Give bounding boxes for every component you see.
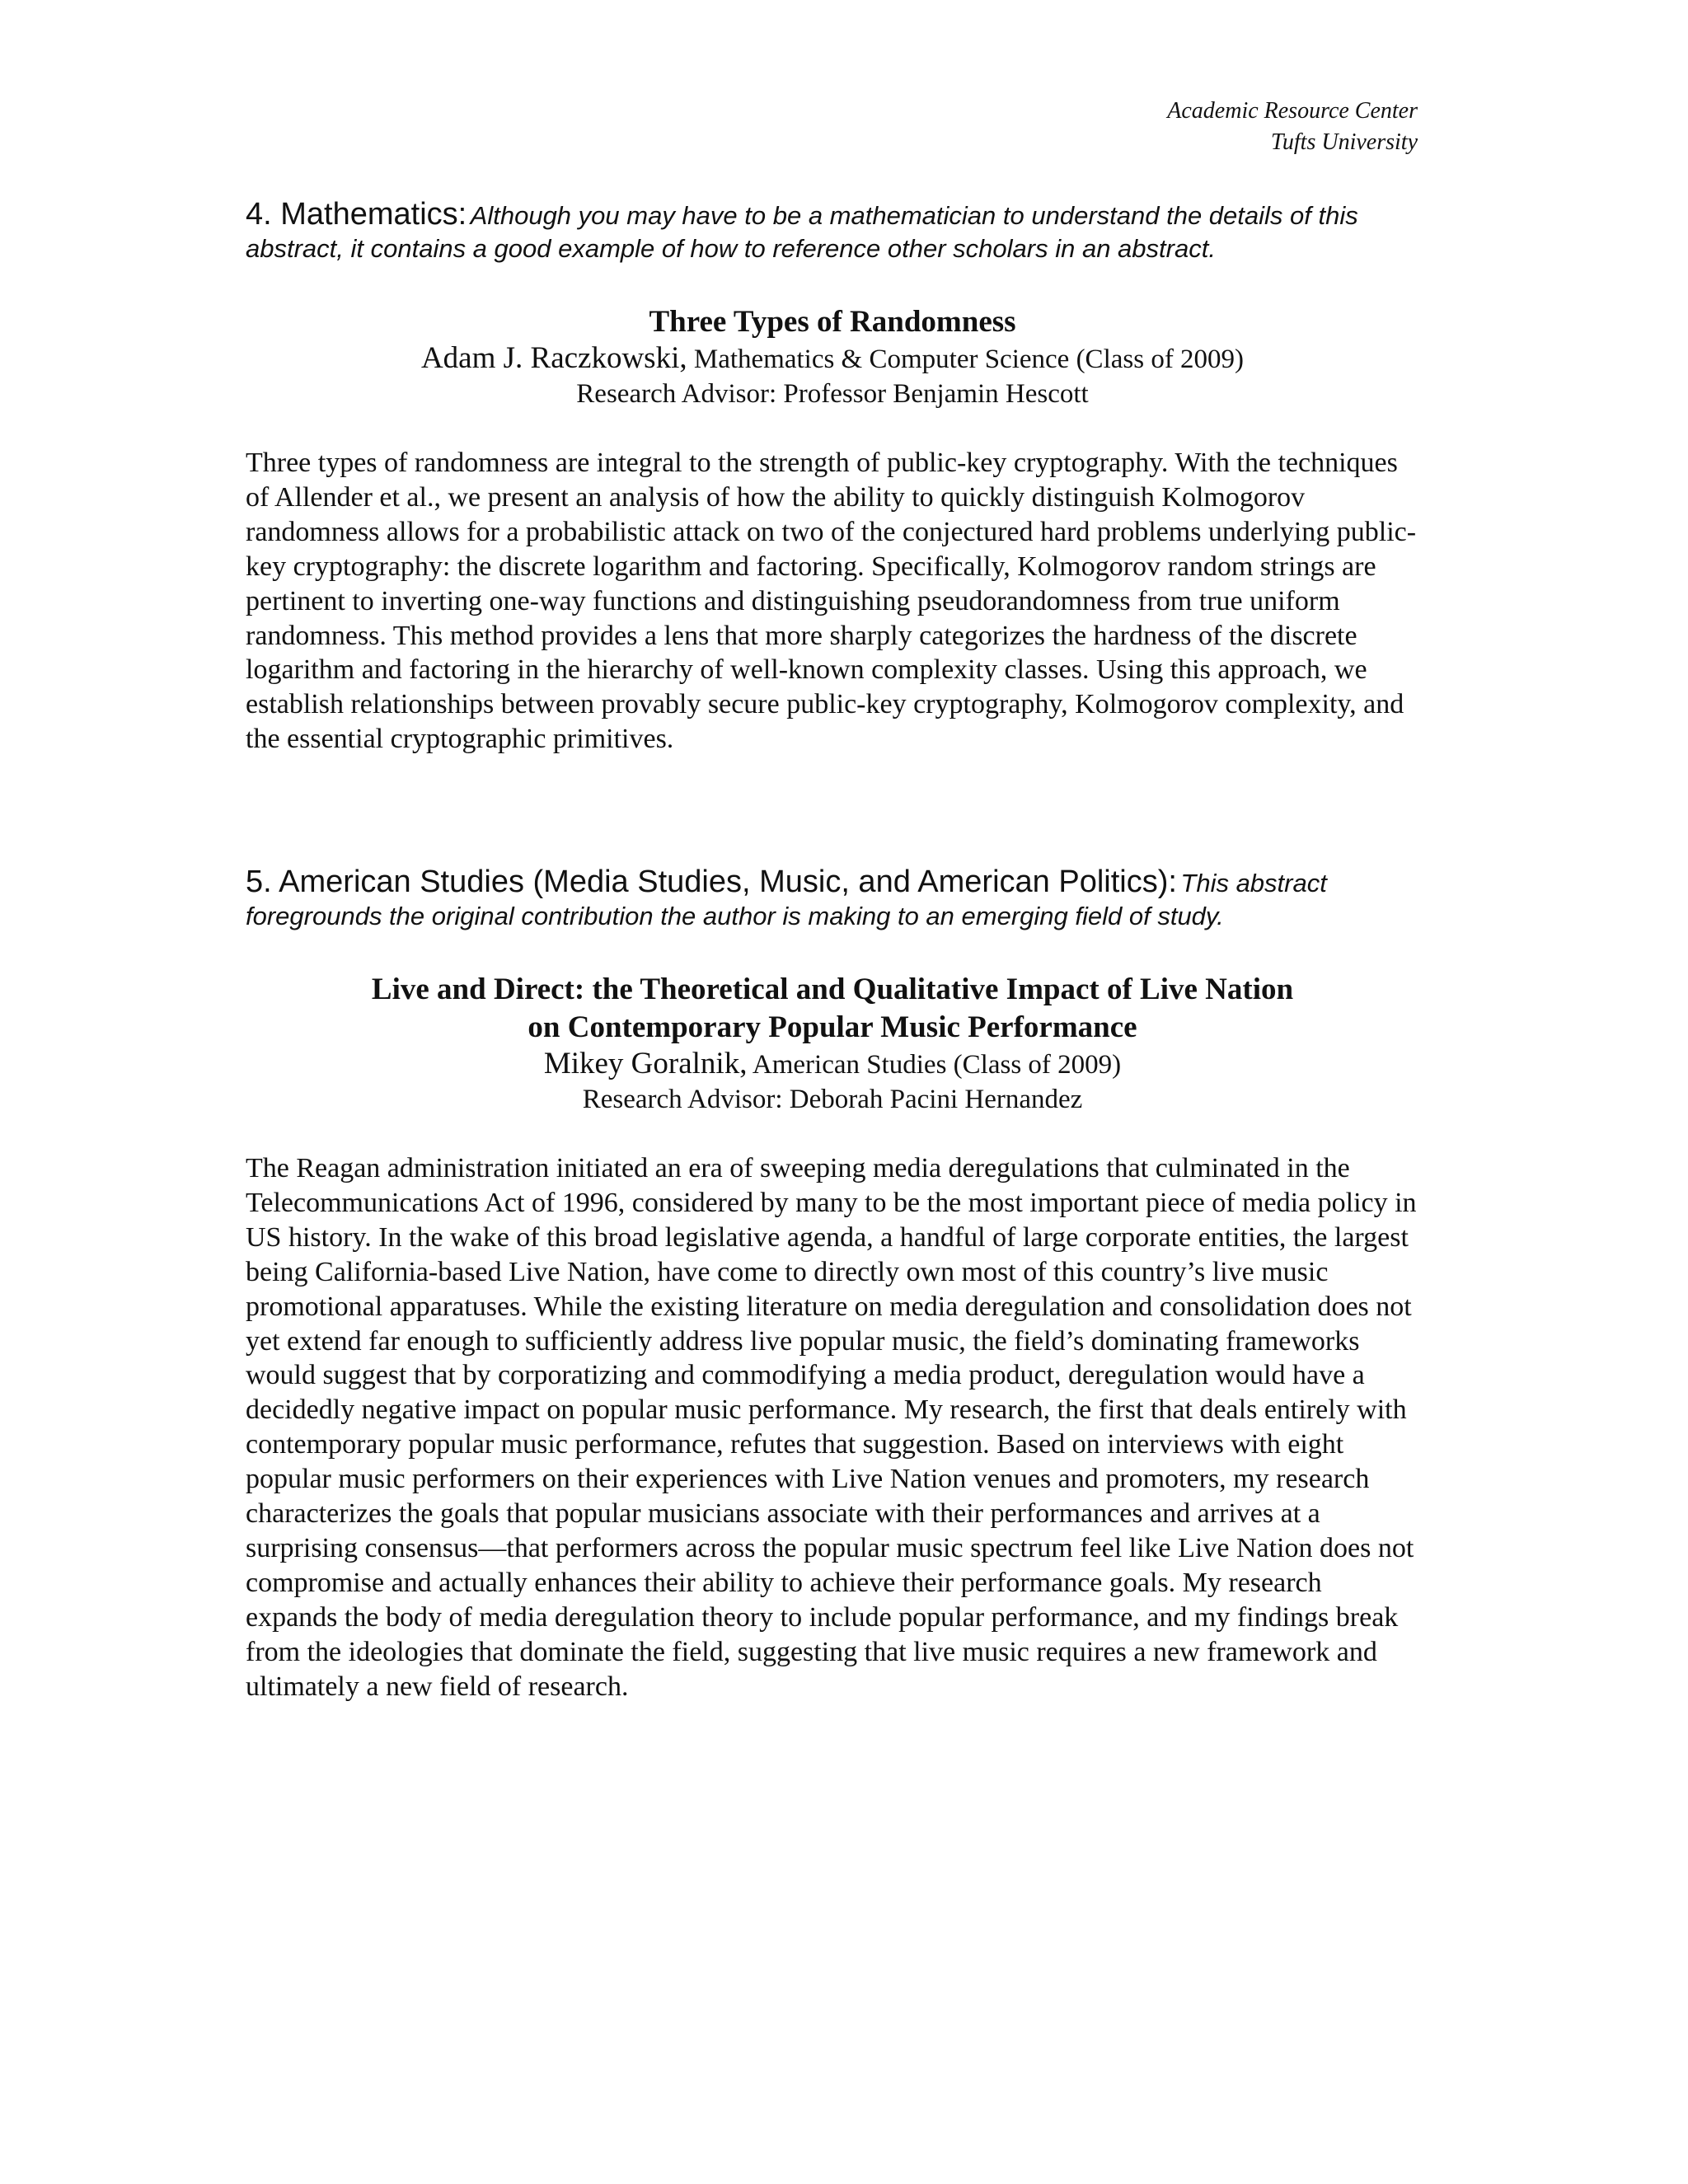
section-number-label: 4. Mathematics: [246,197,467,232]
abstract-text: The Reagan administration initiated an era of sweeping media deregulations that culminated in the Telecommunications Act of 1996, considered by many to be the most important piece of media policy in US history. In the wake of this broad legislative agenda, a handful of large corporate entities, the largest being California-based Live Nation, have come to directly own most of this country’s live music promotional apparatuses. While the existing literature on media deregulation and consolidation does not yet extend far enough to sufficiently address live popular music, the field’s dominating frameworks would suggest that by corporatizing and commodifying a media product, deregulation would have a decidedly negative impact on popular music performance. My research, the first that deals entirely with contemporary popular music performance, refutes that suggestion. Based on interviews with eight popular music performers on their experiences with Live Nation venues and promoters, my research characterizes the goals that popular musicians associate with their performances and arrives at a surprising consensus—that performers across the popular music spectrum feel like Live Nation does not compromise and actually enhances their ability to achieve their performance goals. My research expands the body of media deregulation theory to include popular performance, and my findings break from the ideologies that dominate the field, suggesting that live music requires a new framework and ultimately a new field of research. [246,1153,1417,1702]
author-line [246,341,1419,377]
advisor-line: Research Advisor: Professor Benjamin Hescott [576,379,1089,409]
header-org: Academic Resource Center [1167,98,1418,124]
section-american-studies [246,865,1419,1704]
paper-title-line: on Contemporary Popular Music Performance [528,1010,1137,1044]
header-university: Tufts University [1270,129,1418,155]
abstract-text: Three types of randomness are integral to the strength of public-key cryptography. With the techniques of Allender et al., we present an analysis of how the ability to quickly distinguish Kolmogorov randomness allows for a probabilistic attack on two of the conjectured hard problems underlying public-key cryptography: the discrete logarithm and factoring. Specifically, Kolmogorov random strings are pertinent to inverting one-way functions and distinguishing pseudorandomness from true uniform randomness. This method provides a lens that more sharply categorizes the hardness of the discrete logarithm and factoring in the hierarchy of well-known complexity classes. Using this approach, we establish relationships between provably secure public-key cryptography, Kolmogorov complexity, and the essential cryptographic primitives. [246,448,1417,755]
paper-title-line: Live and Direct: the Theoretical and Qualitative Impact of Live Nation [371,972,1294,1006]
paper-title-line: Three Types of Randomness [649,305,1016,339]
page-header [1167,96,1418,158]
author-affiliation: Mathematics & Computer Science (Class of 2009) [693,344,1245,374]
section-heading [246,865,1419,933]
section-heading [246,198,1419,265]
author-name: Adam J. Raczkowski, [420,341,687,375]
author-affiliation: American Studies (Class of 2009) [752,1050,1122,1080]
section-description: Although you may have to be a mathematician to understand the details of this abstract, it contains a good example of how to reference other scholars in an abstract. [246,201,1358,263]
section-mathematics [246,198,1419,757]
paper-title [246,303,1419,341]
section-number-label: 5. American Studies (Media Studies, Music, and American Politics): [246,865,1177,899]
author-line [246,1047,1419,1082]
advisor-line: Research Advisor: Deborah Pacini Hernandez [582,1085,1083,1114]
author-name: Mikey Goralnik, [543,1047,748,1080]
section-description: This abstract foregrounds the original contribution the author is making to an emerging field of study. [246,869,1327,930]
paper-title [246,971,1419,1047]
